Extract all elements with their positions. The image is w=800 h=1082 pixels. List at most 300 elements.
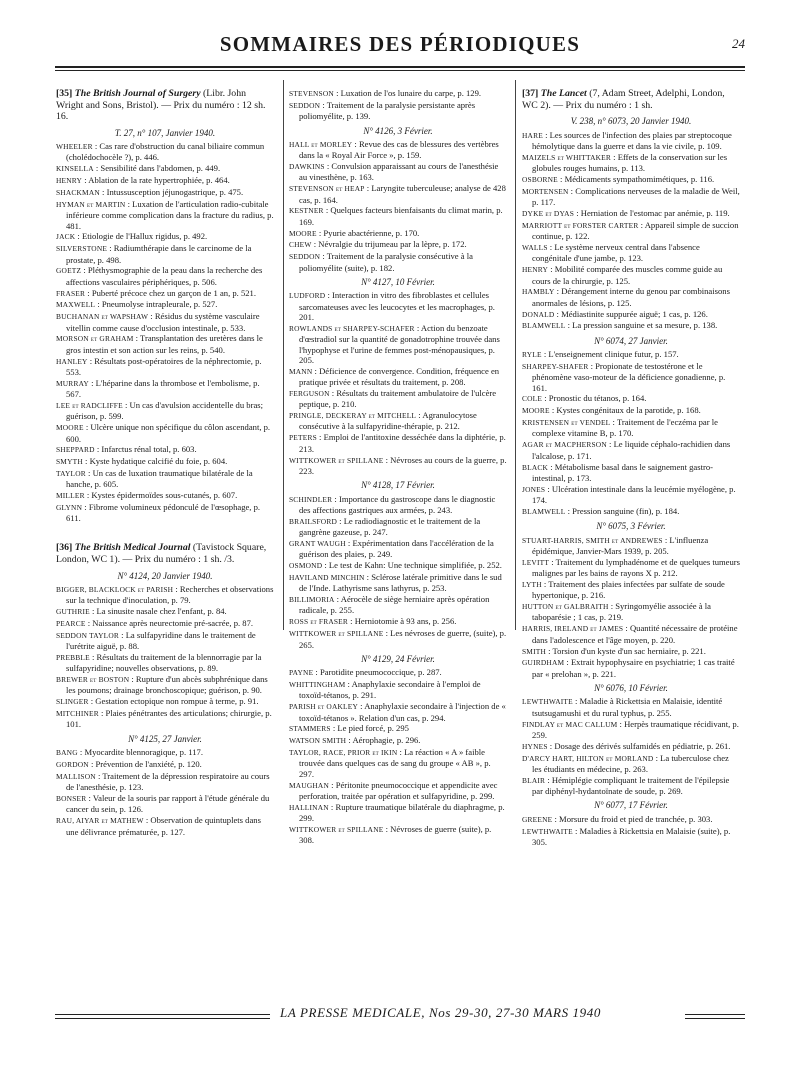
article-entry xyxy=(56,468,274,490)
article-title: Propionate de testostérone et le phénomène vaso-moteur de la déficience gonadienne, p. 161. xyxy=(532,360,726,393)
article-entry xyxy=(522,174,740,185)
article-entry xyxy=(56,163,274,174)
article-separator: : xyxy=(82,502,89,513)
article-entry xyxy=(522,696,740,718)
article-title: Résultats post-opératoires de la néphrectomie, p. 553. xyxy=(66,355,262,377)
article-entry xyxy=(56,187,274,198)
article-author: HAVILAND MINCHIN xyxy=(289,572,365,582)
article-author: SEDDON xyxy=(289,252,321,262)
article-entry xyxy=(56,311,274,333)
article-author: BRAILSFORD xyxy=(289,516,337,526)
article-separator: : xyxy=(568,185,576,196)
article-author: GUTHRIE xyxy=(56,607,90,617)
article-separator: : xyxy=(611,151,618,162)
article-separator: : xyxy=(542,129,550,140)
article-author: PARISH et OAKLEY xyxy=(289,702,358,712)
article-title: Névroses de guerre (suite), p. 308. xyxy=(299,824,492,846)
article-author: LEWTHWAITE xyxy=(522,697,573,707)
article-author: STUART-HARRIS, SMITH et ANDREWES xyxy=(522,535,663,545)
article-author: BANG xyxy=(56,748,78,758)
article-entry xyxy=(289,139,507,161)
article-separator: : xyxy=(565,505,573,516)
article-entry xyxy=(522,826,740,848)
article-separator: : xyxy=(364,571,372,582)
article-title: Plaies pénétrantes des articulations; chirurgie, p. 101. xyxy=(66,708,272,730)
article-entry xyxy=(56,747,274,758)
article-separator: : xyxy=(606,439,614,450)
article-separator: : xyxy=(325,290,332,301)
article-author: SEDDON TAYLOR xyxy=(56,630,119,640)
article-title: Résidus du système vasculaire vitellin comme cause d'occlusion intestinale, p. 533. xyxy=(66,311,260,333)
article-separator: : xyxy=(94,444,102,455)
article-separator: : xyxy=(557,173,565,184)
article-separator: : xyxy=(87,355,95,366)
article-separator: : xyxy=(332,493,339,504)
article-entry xyxy=(289,538,507,560)
article-separator: : xyxy=(541,349,549,360)
article-entry xyxy=(289,560,507,571)
journal-details: (Tavistock Square, London, WC 1). — Prix du numéro : 1 sh. /3. xyxy=(56,542,267,565)
issue-heading: N° 4124, 20 Janvier 1940. xyxy=(117,570,213,581)
issue-heading: N° 6077, 17 Février. xyxy=(594,800,668,811)
article-title: Dosage des dérivés sulfamidés en pédiatrie, p. 261. xyxy=(554,740,731,751)
article-separator: : xyxy=(330,723,338,734)
article-author: STAMMERS xyxy=(289,724,331,734)
article-author: HANLEY xyxy=(56,356,88,366)
journal-heading xyxy=(56,88,274,123)
issue-heading: N° 6075, 3 Février. xyxy=(596,521,666,532)
article-entry xyxy=(56,265,274,287)
article-author: SCHINDLER xyxy=(289,494,333,504)
article-separator: : xyxy=(320,251,327,262)
article-separator: : xyxy=(86,793,93,804)
article-separator: : xyxy=(565,320,573,331)
issue-heading: N° 4126, 3 Février. xyxy=(363,125,433,136)
article-author: BIGGER, BLACKLOCK et PARISH xyxy=(56,584,174,594)
article-entry xyxy=(522,719,740,741)
column-divider xyxy=(515,80,516,630)
article-title: Pléthysmographie de la peau dans la recherche des affections vasculaires périphériques, p. 506. xyxy=(66,265,263,287)
article-title: Anaphylaxie secondaire à l'injection de « toxoïd-tétanos ». Relation d'un cas, p. 294. xyxy=(299,701,506,723)
column-3 xyxy=(522,88,740,848)
article-separator: : xyxy=(75,231,82,242)
article-entry xyxy=(522,814,740,825)
article-separator: : xyxy=(541,578,549,589)
article-author: KRISTENSEN et VENDEL xyxy=(522,418,611,428)
article-separator: : xyxy=(337,515,344,526)
article-entry xyxy=(289,239,507,250)
article-author: STEVENSON et HEAP xyxy=(289,184,365,194)
article-title: Traitement de l'eczéma par le complexe vitamine B, p. 170. xyxy=(532,417,718,439)
article-title: L'influenza épidémique, Janvier-Mars 1939, p. 205. xyxy=(532,534,709,556)
article-entry xyxy=(289,723,507,734)
article-author: SILVERSTONE xyxy=(56,244,108,254)
article-separator: : xyxy=(608,601,616,612)
article-separator: : xyxy=(83,422,91,433)
journal-name: The British Journal of Surgery xyxy=(74,88,201,99)
article-title: Fibrome volumineux pédonculé de l'œsophage, p. 611. xyxy=(66,502,261,524)
article-author: MOORE xyxy=(289,228,317,238)
article-author: MAIZELS et WHITTAKER xyxy=(522,152,612,162)
article-separator: : xyxy=(572,825,580,836)
article-title: Appareil simple de succion continue, p. 122. xyxy=(532,219,739,242)
article-entry xyxy=(522,657,740,679)
issue-heading: N° 6074, 27 Janvier. xyxy=(594,335,668,346)
article-author: HALLINAN xyxy=(289,802,329,812)
article-author: BLAIR xyxy=(522,775,546,785)
article-title: Sclérose latérale primitive dans le sud de l'Inde. Lathyrisme sans lathyrus, p. 253. xyxy=(299,571,502,594)
article-title: Action du benzoate d'œstradiol sur la quantité de gonadotrophine trouvée dans l'hypophyse et l'urine de femmes post-ménopausiques, p. 205. xyxy=(299,322,500,365)
article-author: BILLIMORIA xyxy=(289,595,335,605)
article-entry xyxy=(522,405,740,416)
article-entry xyxy=(289,494,507,516)
article-author: MARRIOTT et FORSTER CARTER xyxy=(522,220,639,230)
article-separator: : xyxy=(617,718,625,729)
article-title: Pression sanguine (fin), p. 184. xyxy=(572,505,680,516)
article-title: Recherches et observations sur la technique d'inoculation, p. 79. xyxy=(66,583,274,606)
article-title: Kystes épidermoïdes sous-cutanés, p. 607. xyxy=(91,490,238,501)
article-title: Anaphylaxie secondaire à l'emploi de toxoïd-tétanos, p. 291. xyxy=(299,679,481,701)
article-entry xyxy=(289,667,507,678)
article-separator: : xyxy=(548,264,555,275)
article-separator: : xyxy=(81,265,88,276)
journal-number: [36] xyxy=(56,542,73,554)
article-author: HUTTON et GALBRAITH xyxy=(522,602,609,612)
article-author: GUIRDHAM xyxy=(522,658,565,668)
article-title: Le pied forcé, p. 295 xyxy=(337,723,409,734)
article-entry xyxy=(56,199,274,231)
article-author: GREENE xyxy=(522,814,553,824)
article-separator: : xyxy=(99,187,107,197)
article-title: Importance du gastroscope dans le diagnostic des affections gastriques aux armées, p. 243. xyxy=(299,493,496,515)
article-separator: : xyxy=(320,99,327,110)
issue-heading: N° 6076, 10 Février. xyxy=(594,683,668,694)
article-separator: : xyxy=(95,299,102,310)
article-separator: : xyxy=(554,308,562,319)
issue-heading: N° 4127, 10 Février. xyxy=(361,277,435,287)
article-author: LEVITT xyxy=(522,557,550,567)
article-entry xyxy=(522,484,740,506)
article-entry xyxy=(522,601,740,623)
article-author: FRASER xyxy=(56,288,86,298)
article-title: Myocardite blennoragique, p. 117. xyxy=(84,747,203,758)
article-separator: : xyxy=(610,417,617,428)
article-author: BUCHANAN et WAPSHAW xyxy=(56,312,149,322)
article-entry xyxy=(56,606,274,617)
article-title: Un cas de luxation traumatique bilatérale de la hanche, p. 605. xyxy=(66,468,253,490)
article-separator: : xyxy=(88,377,96,388)
article-author: TAYLOR xyxy=(56,469,86,479)
page-number: 24 xyxy=(732,36,745,51)
article-author: LEWTHWAITE xyxy=(522,826,573,836)
article-title: Traitement de la dépression respiratoire au cours de l'anesthésie, p. 123. xyxy=(66,770,270,793)
article-title: Pronostic du tétanos, p. 164. xyxy=(548,393,647,404)
article-title: Ulcération intestinale dans la leucémie myélogène, p. 174. xyxy=(532,483,736,506)
article-entry xyxy=(289,701,507,723)
article-author: LUDFORD xyxy=(289,291,326,301)
article-entry xyxy=(522,506,740,517)
article-separator: : xyxy=(416,410,423,421)
article-separator: : xyxy=(383,628,391,639)
article-title: Intussusception jéjunogastrique, p. 475. xyxy=(106,187,244,197)
article-author: D'ARCY HART, HILTON et MORLAND xyxy=(522,753,654,763)
article-separator: : xyxy=(383,824,391,834)
article-author: BLACK xyxy=(522,462,549,472)
article-entry xyxy=(289,88,507,99)
article-author: WHEELER xyxy=(56,142,93,152)
article-author: WITTKOWER et SPILLANE xyxy=(289,825,384,834)
article-title: La tuberculose chez les étudiants en médecine, p. 263. xyxy=(532,752,729,774)
issue-heading: N° 4125, 27 Janvier. xyxy=(128,733,202,744)
article-author: BLAMWELL xyxy=(522,321,566,331)
article-title: Herniotomie à 93 ans, p. 256. xyxy=(354,616,457,627)
article-entry xyxy=(522,393,740,404)
page-header xyxy=(55,30,745,64)
article-separator: : xyxy=(313,667,320,678)
article-separator: : xyxy=(358,701,365,712)
article-author: FERGUSON xyxy=(289,388,330,398)
article-title: La sulfapyridine dans le traitement de l'urétrite aiguë, p. 88. xyxy=(66,629,256,652)
article-entry xyxy=(522,753,740,775)
article-title: Un cas d'avulsion accidentelle du bras; guérison, p. 599. xyxy=(66,400,263,422)
article-entry xyxy=(56,630,274,652)
article-separator: : xyxy=(334,594,341,605)
article-entry xyxy=(56,456,274,467)
article-entry xyxy=(522,775,740,797)
article-title: Mobilité comparée des muscles comme guide au cours de la chirurgie, p. 125. xyxy=(532,264,723,286)
article-entry xyxy=(56,288,274,299)
article-title: L'héparine dans la thrombose et l'embolisme, p. 567. xyxy=(66,377,260,400)
article-separator: : xyxy=(316,432,324,443)
footer-rule-right xyxy=(685,1014,745,1019)
article-title: Traitement des plaies infectées par sulfate de soude hypertonique, p. 216. xyxy=(532,578,725,601)
article-separator: : xyxy=(572,696,580,707)
article-separator: : xyxy=(352,138,359,149)
article-author: JONES xyxy=(522,484,546,494)
article-title: Extrait hypophysaire en psychiatrie; 1 cas traité par « prelohan », p. 221. xyxy=(532,657,735,679)
article-entry xyxy=(289,228,507,239)
article-separator: : xyxy=(84,490,92,501)
article-title: Agranulocytose consécutive à la sulfapyridine-thérapie, p. 212. xyxy=(299,410,477,432)
article-separator: : xyxy=(125,198,133,209)
article-author: HENRY xyxy=(522,265,549,275)
article-separator: : xyxy=(85,468,93,479)
article-separator: : xyxy=(312,365,320,376)
article-title: Pyurie abactérienne, p. 170. xyxy=(323,227,420,238)
article-entry xyxy=(289,251,507,273)
article-entry xyxy=(522,646,740,657)
article-separator: : xyxy=(107,243,114,254)
article-author: FINDLAY et MAC CALLUM xyxy=(522,719,618,729)
article-title: Quantité nécessaire de protéine dans l'adolescence et l'âge moyen, p. 220. xyxy=(532,623,738,645)
article-entry xyxy=(522,286,740,308)
article-author: GRANT WAUGH xyxy=(289,538,346,548)
article-separator: : xyxy=(89,606,97,617)
article-separator: : xyxy=(328,801,336,812)
article-author: DAWKINS xyxy=(289,162,325,172)
article-entry xyxy=(289,802,507,824)
article-entry xyxy=(289,455,507,477)
article-separator: : xyxy=(383,454,391,465)
article-separator: : xyxy=(133,333,141,344)
article-author: WITTKOWER et SPILLANE xyxy=(289,455,384,465)
article-entry xyxy=(56,231,274,242)
article-author: MILLER xyxy=(56,491,85,501)
article-author: MORSON et GRAHAM xyxy=(56,334,134,344)
article-entry xyxy=(289,628,507,650)
article-entry xyxy=(289,323,507,365)
article-title: Le radiodiagnostic et le traitement de la gangrène gazeuse, p. 247. xyxy=(299,515,481,538)
article-title: Ulcère unique non spécifique du côlon ascendant, p. 600. xyxy=(66,422,271,444)
journal-number: [35] xyxy=(56,88,73,99)
article-separator: : xyxy=(173,583,180,594)
article-title: Traitement de la paralysie consécutive à la poliomyélite (suite), p. 182. xyxy=(299,251,473,273)
footer-text: LA PRESSE MEDICALE, Nos 29-30, 27-30 MARS 1940 xyxy=(280,1005,601,1020)
article-author: GOETZ xyxy=(56,266,82,276)
article-author: BREWER et BOSTON xyxy=(56,675,130,685)
column-divider xyxy=(283,80,284,630)
article-title: La sinusite nasale chez l'enfant, p. 84. xyxy=(96,606,227,617)
article-author: WALLS xyxy=(522,242,548,252)
article-author: MOORE xyxy=(522,406,550,416)
article-entry xyxy=(522,152,740,174)
article-separator: : xyxy=(92,141,100,152)
article-author: CHEW xyxy=(289,240,312,250)
article-title: Traitement du lymphadénome et de quelques tumeurs malignes par les bains de rayons X p. 212. xyxy=(532,556,741,579)
article-title: Radiumthérapie dans le carcinome de la prostate, p. 498. xyxy=(66,243,252,265)
article-title: Le liquide céphalo-rachidien dans l'alcalose, p. 171. xyxy=(532,439,731,461)
article-title: Pneumolyse intrapleurale, p. 527. xyxy=(101,299,218,310)
article-entry xyxy=(56,696,274,707)
article-title: Kystes congénitaux de la parotide, p. 168. xyxy=(556,405,701,416)
article-title: Le test de Kahn: Une technique simplifiée, p. 252. xyxy=(328,560,502,571)
article-entry xyxy=(289,516,507,538)
article-separator: : xyxy=(364,183,372,194)
article-title: Complications nerveuses de la maladie de Weil, p. 117. xyxy=(532,185,740,208)
article-title: Torsion d'un kyste d'un sac herniaire, p. 221. xyxy=(552,645,706,656)
article-author: BLAMWELL xyxy=(522,506,566,516)
article-entry xyxy=(289,205,507,227)
article-title: Les sources de l'infection des plaies par streptocoque hémolytique dans la guerre et dans la vie civile, p. 109. xyxy=(532,129,732,151)
article-title: Kyste hydatique calcifié du foie, p. 604. xyxy=(89,456,228,467)
article-author: MALLISON xyxy=(56,771,96,781)
article-separator: : xyxy=(397,747,405,758)
article-author: ROSS et FRASER xyxy=(289,617,349,627)
article-title: Herpès traumatique récidivant, p. 259. xyxy=(532,718,739,740)
article-title: Rupture d'un abcès subphrénique dans les poumons; drainage bronchoscopique; guérison, p. 90. xyxy=(66,674,268,696)
article-separator: : xyxy=(85,287,92,298)
article-title: Médicaments sympathomimétiques, p. 116. xyxy=(564,173,715,184)
article-entry xyxy=(56,141,274,163)
article-author: MAUGHAN xyxy=(289,780,329,790)
article-entry xyxy=(522,535,740,557)
article-entry xyxy=(56,333,274,355)
article-author: HYNES xyxy=(522,741,548,751)
article-separator: : xyxy=(574,207,581,218)
article-entry xyxy=(56,759,274,770)
article-separator: : xyxy=(623,623,630,634)
article-entry xyxy=(289,616,507,627)
article-title: Luxation de l'os lunaire du carpe, p. 129. xyxy=(340,88,482,98)
article-title: Rupture traumatique bilatérale du diaphragme, p. 299. xyxy=(299,801,505,824)
article-separator: : xyxy=(88,696,96,707)
article-author: OSMOND xyxy=(289,561,323,571)
article-title: Effets de la conservation sur les globules rouges humains, p. 113. xyxy=(532,151,728,174)
article-author: HAMBLY xyxy=(522,287,555,297)
article-entry xyxy=(289,432,507,454)
article-title: Gestation ectopique non rompue à terme, p. 91. xyxy=(95,696,259,707)
article-title: Cas rare d'obstruction du canal biliaire commun (cholédochocèle ?), p. 446. xyxy=(66,141,265,163)
article-entry xyxy=(56,422,274,444)
article-entry xyxy=(289,366,507,388)
article-separator: : xyxy=(77,747,85,758)
article-author: TAYLOR, RACE, PRIOR et IKIN xyxy=(289,748,398,758)
article-title: La pression sanguine et sa mesure, p. 138. xyxy=(572,320,718,331)
article-entry xyxy=(522,557,740,579)
article-author: STEVENSON xyxy=(289,89,334,98)
article-separator: : xyxy=(547,740,555,751)
column-1 xyxy=(56,88,274,837)
article-entry xyxy=(522,242,740,264)
article-title: Revue des cas de blessures des vertèbres dans la « Royal Air Force », p. 159. xyxy=(299,138,499,161)
article-separator: : xyxy=(549,556,556,567)
article-separator: : xyxy=(129,674,136,685)
journal-number: [37] xyxy=(522,88,539,99)
article-title: Transplantation des uretères dans le gros intestin et son action sur les reins, p. 540. xyxy=(66,333,263,355)
article-entry xyxy=(522,579,740,601)
article-entry xyxy=(289,100,507,122)
article-title: Expérimentation dans l'accélération de la guérison des plaies, p. 249. xyxy=(299,537,494,560)
article-entry xyxy=(522,349,740,360)
article-author: HENRY xyxy=(56,176,83,186)
article-entry xyxy=(522,320,740,331)
article-title: Maladies à Rickettsia en Malaisie (suite), p. 305. xyxy=(532,825,731,847)
article-title: Péritonite pneumococcique et appendicite avec perforation, traitée par opération et sulfapyridine, p. 299. xyxy=(299,779,498,801)
article-separator: : xyxy=(546,645,553,656)
article-author: COLE xyxy=(522,394,543,404)
article-title: Aérocèle de siège herniaire après opération radicale, p. 255. xyxy=(299,594,490,616)
article-entry xyxy=(289,161,507,183)
article-title: Prévention de l'anxiété, p. 120. xyxy=(95,759,202,769)
article-entry xyxy=(289,594,507,616)
article-title: Emploi de l'antitoxine desséchée dans la diphtérie, p. 213. xyxy=(299,432,506,454)
article-entry xyxy=(522,361,740,393)
journal-details: (7, Adam Street, Adelphi, London, WC 2). — Prix du numéro : 1 sh. xyxy=(522,88,725,111)
article-title: Quelques facteurs bienfaisants du climat marin, p. 169. xyxy=(299,205,503,227)
article-entry xyxy=(56,674,274,696)
article-entry xyxy=(56,618,274,629)
article-title: Infarctus rénal total, p. 603. xyxy=(101,444,197,455)
article-title: Aérophagie, p. 296. xyxy=(352,735,421,746)
article-author: HALL et MORLEY xyxy=(289,139,353,149)
page-footer xyxy=(55,1005,745,1025)
article-entry xyxy=(56,708,274,730)
article-separator: : xyxy=(564,657,571,668)
issue-heading: N° 4128, 17 Février. xyxy=(361,480,435,491)
article-separator: : xyxy=(549,405,557,416)
article-separator: : xyxy=(588,360,596,371)
article-entry xyxy=(522,309,740,320)
article-author: OSBORNE xyxy=(522,174,558,184)
article-title: Observation de quintuplets dans une délivrance prématurée, p. 127. xyxy=(66,815,261,837)
article-title: Herniation de l'estomac par anémie, p. 119. xyxy=(580,207,730,218)
article-entry xyxy=(56,502,274,524)
article-entry xyxy=(289,824,507,846)
article-title: Résultats du traitement ambulatoire de l'ulcère peptique, p. 210. xyxy=(299,387,497,410)
article-author: SHACKMAN xyxy=(56,188,100,197)
article-separator: : xyxy=(545,483,552,494)
article-author: MANN xyxy=(289,366,313,376)
